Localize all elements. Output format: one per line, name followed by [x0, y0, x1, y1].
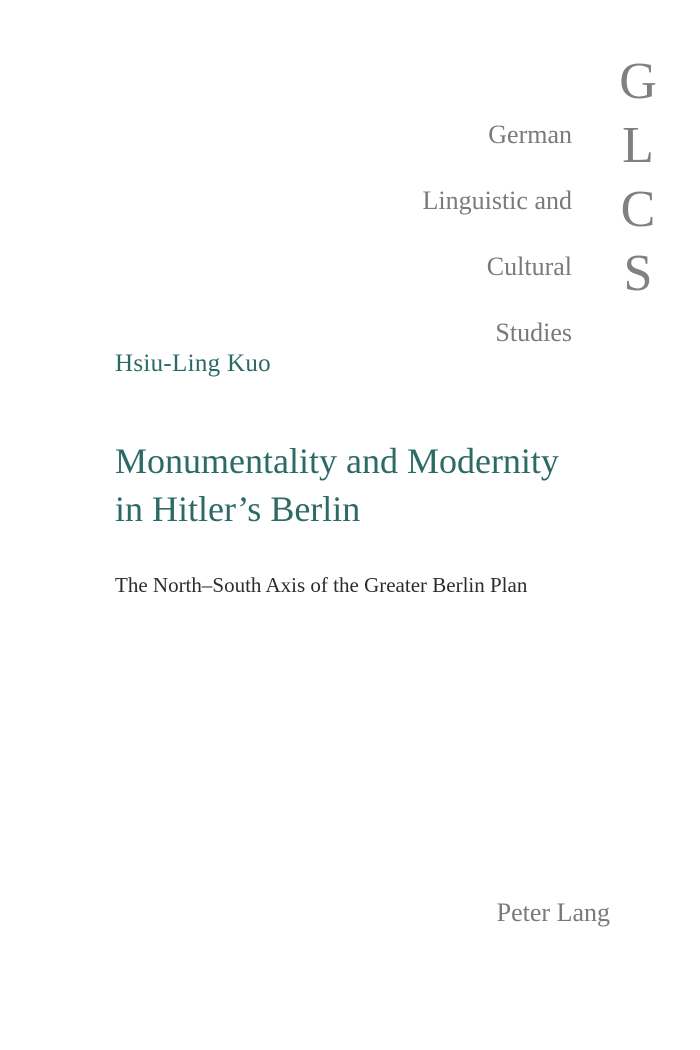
book-title-line-2: in Hitler’s Berlin — [115, 489, 361, 529]
series-letter-c: C — [620, 181, 656, 238]
series-word-german: German — [488, 120, 572, 149]
author-name: Hsiu-Ling Kuo — [115, 350, 271, 377]
series-name — [312, 50, 572, 346]
publisher-name: Peter Lang — [496, 898, 610, 927]
series-word-studies: Studies — [495, 318, 572, 347]
series-letter-g: G — [619, 53, 657, 110]
series-letter-s: S — [623, 245, 653, 302]
series-word-linguistic: Linguistic and — [422, 186, 572, 215]
series-block — [342, 50, 662, 380]
book-title — [115, 437, 655, 533]
series-monogram — [614, 50, 662, 306]
book-title-line-1: Monumentality and Modernity — [115, 441, 559, 481]
book-subtitle: The North–South Axis of the Greater Berlin Plan — [115, 573, 528, 597]
series-letter-l: L — [622, 117, 654, 174]
series-word-cultural: Cultural — [486, 252, 572, 281]
